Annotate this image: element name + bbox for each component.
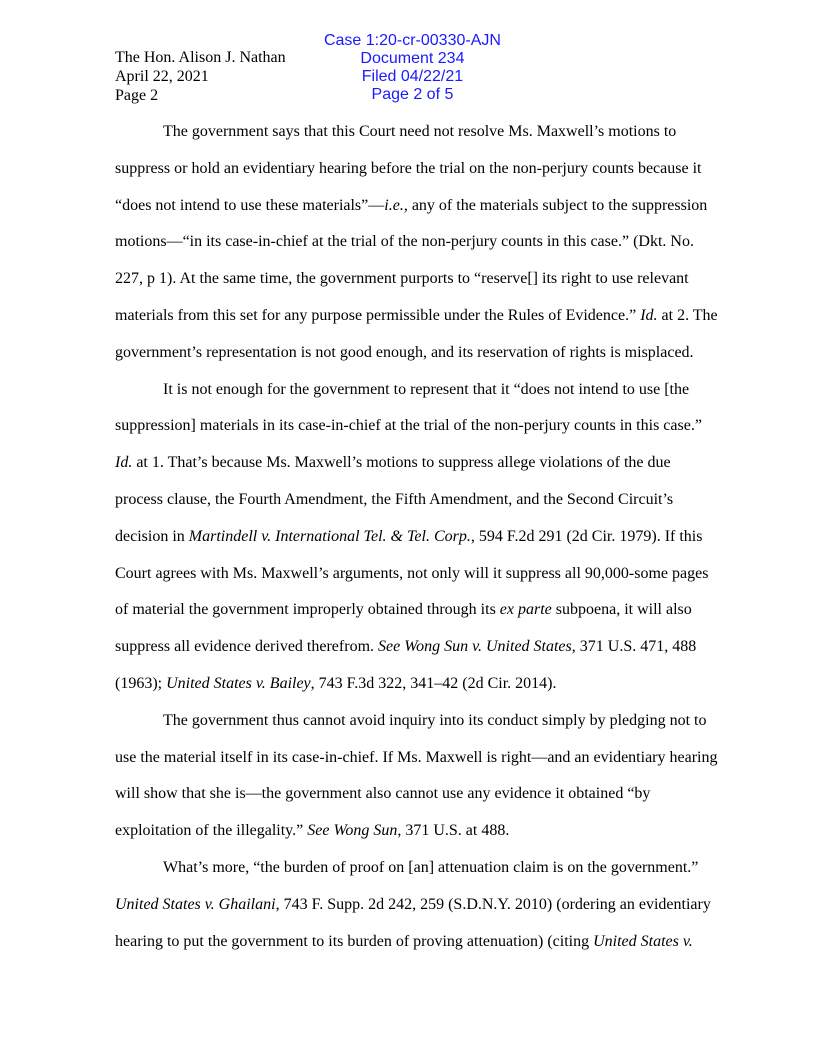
text-run: , 371 U.S. at 488. — [397, 822, 510, 840]
text-line — [115, 776, 719, 813]
text-line — [115, 188, 719, 225]
body-paragraph — [115, 114, 719, 372]
italic-citation: United States v. Bailey — [166, 674, 311, 692]
text-run: process clause, the Fourth Amendment, the Fifth Amendment, and the Second Circuit’s — [115, 490, 674, 508]
text-run: exploitation of the illegality.” — [115, 822, 308, 840]
text-run: government’s representation is not good enough, and its reservation of rights is misplaced. — [115, 343, 694, 361]
text-line — [115, 740, 719, 777]
text-line — [115, 114, 719, 151]
italic-citation: United States v. — [593, 932, 693, 950]
body-paragraph — [115, 703, 719, 850]
italic-citation: Martindell v. International Tel. & Tel. Corp. — [188, 527, 471, 545]
text-line — [115, 519, 719, 556]
text-line — [115, 224, 719, 261]
text-run: suppress or hold an evidentiary hearing before the trial on the non-perjury counts because it — [115, 159, 702, 177]
text-run: 227, p 1). At the same time, the government purports to “reserve[] its right to use relevant — [115, 270, 689, 288]
text-run: , 743 F.3d 322, 341–42 (2d Cir. 2014). — [310, 674, 557, 692]
italic-citation: See Wong Sun v. United States — [378, 638, 572, 656]
text-run: Court agrees with Ms. Maxwell’s arguments, not only will it suppress all 90,000-some pages — [115, 564, 709, 582]
letter-page-number: Page 2 — [115, 87, 159, 104]
text-line — [115, 261, 719, 298]
italic-citation: United States v. Ghailani — [115, 895, 276, 913]
text-run: , 371 U.S. 471, 488 — [571, 638, 697, 656]
letter-heading — [115, 48, 286, 105]
text-run: , 594 F.2d 291 (2d Cir. 1979). If this — [470, 527, 703, 545]
text-run: “does not intend to use these materials”— — [115, 196, 385, 214]
italic-citation: Id. — [640, 306, 658, 324]
text-run: The government says that this Court need not resolve Ms. Maxwell’s motions to — [163, 123, 677, 140]
body-paragraph — [115, 850, 719, 960]
text-run: , any of the materials subject to the suppression — [403, 196, 708, 214]
text-run: of material the government improperly obtained through its — [115, 601, 500, 619]
text-line — [115, 482, 719, 519]
text-line — [115, 592, 719, 629]
italic-citation: i.e. — [384, 196, 404, 214]
text-run: The government thus cannot avoid inquiry into its conduct simply by pledging not to — [163, 711, 707, 729]
filed-date: Filed 04/22/21 — [361, 68, 464, 85]
text-run: at 2. The — [657, 306, 718, 324]
text-run: suppression] materials in its case-in-chief at the trial of the non-perjury counts in this case.” — [115, 417, 702, 435]
text-run: materials from this set for any purpose permissible under the Rules of Evidence.” — [115, 306, 641, 324]
text-run: It is not enough for the government to represent that it “does not intend to use [the — [163, 380, 690, 398]
text-run: (1963); — [115, 674, 167, 692]
addressee: The Hon. Alison J. Nathan — [115, 49, 286, 66]
case-number: Case 1:20-cr-00330-AJN — [323, 32, 501, 49]
text-line — [115, 445, 719, 482]
text-run: suppress all evidence derived therefrom. — [115, 638, 379, 656]
text-line — [115, 887, 719, 924]
document-number: Document 234 — [360, 50, 465, 67]
text-line — [115, 666, 719, 703]
text-line — [115, 151, 719, 188]
page-indicator: Page 2 of 5 — [371, 86, 454, 103]
text-run: will show that she is—the government also cannot use any evidence it obtained “by — [115, 785, 651, 803]
text-line — [115, 924, 719, 961]
text-line — [115, 850, 719, 887]
text-run: decision in — [115, 527, 189, 545]
text-line — [115, 703, 719, 740]
text-line — [115, 629, 719, 666]
text-run: , 743 F. Supp. 2d 242, 259 (S.D.N.Y. 2010) (ordering an evidentiary — [275, 895, 711, 913]
italic-citation: See Wong Sun — [307, 822, 398, 840]
text-line — [115, 408, 719, 445]
text-line — [115, 298, 719, 335]
text-run: motions—“in its case-in-chief at the trial of the non-perjury counts in this case.” (Dkt. No. — [115, 233, 694, 251]
text-line — [115, 813, 719, 850]
letter-body — [115, 114, 719, 960]
text-line — [115, 335, 719, 372]
text-line — [115, 372, 719, 409]
text-run: What’s more, “the burden of proof on [an] attenuation claim is on the government.” — [163, 858, 699, 876]
italic-citation: ex parte — [499, 601, 552, 619]
text-run: subpoena, it will also — [551, 601, 692, 619]
italic-citation: Id. — [115, 454, 133, 472]
body-paragraph — [115, 372, 719, 703]
text-run: hearing to put the government to its burden of proving attenuation) (citing — [115, 932, 594, 950]
text-run: at 1. That’s because Ms. Maxwell’s motions to suppress allege violations of the due — [132, 454, 671, 472]
letter-date: April 22, 2021 — [115, 68, 209, 85]
text-run: use the material itself in its case-in-chief. If Ms. Maxwell is right—and an evidentiary hearing — [115, 748, 718, 766]
text-line — [115, 556, 719, 593]
